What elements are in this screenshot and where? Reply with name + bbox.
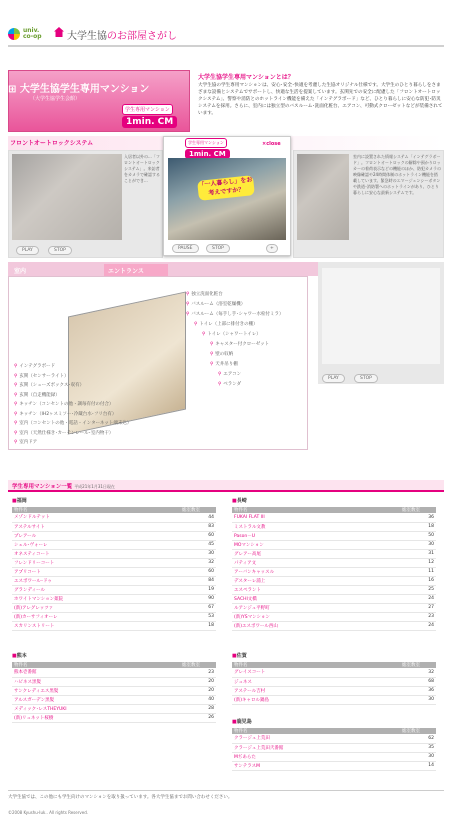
unit-count: 83 [180,522,216,531]
intro-text: 大学生協の学生専用マンションは、安心･安全･快適を考慮した生協オリジナル仕様です。大学生のひとり暮らしをさまざまな設備とシステムでサポートし、快適な生活を提案しています。玄関先での安全に配慮した「フロントオートロックシステム」、警察や消防とのホットライン機能を備えた「インテグラボード」など、ひとり暮らしに安心な防犯･防災システムを採用。さらに、室内には独立型のバスルーム･洗面化粧台、エアコン、可動式クローゼットなどが装備されています。 [198,83,443,116]
col-name-header: 物件名 [232,662,400,668]
magnifier-icon: ⚲ [202,332,206,337]
popup-cm-badge [185,138,230,159]
table-row [232,734,436,743]
intercom-photo [297,154,349,240]
site-title: 大学生協のお部屋さがし [67,31,177,42]
feature-item[interactable]: ⚲ バスルーム（浴室乾燥機） [186,302,246,307]
property-link[interactable]: MOマンション [232,540,400,549]
unit-count: 24 [400,621,436,630]
property-link[interactable]: エスポワール･ドゥ [12,576,180,585]
photo-placeholder [322,268,440,364]
footer-note: 大学生協では、この他にも学生向けのマンションを取り扱っています。各大学生協までお問い合わせください。 [8,790,444,804]
table-row [12,522,216,531]
coop-logo[interactable] [8,28,42,40]
property-link[interactable]: (新)カーサフィオーレ [12,612,180,621]
magnifier-icon: ⚲ [210,342,214,347]
table-row [232,594,436,603]
security-right-text: 室内に設置された情報システム「インテグラボード」。フロントオートロックの解除や預かりロッカーの着荷表示などの機能のほか、防犯カメラの映像確認や24時間体制のホットライン機能を搭載しています。緊急時のエマージェンシーボタンや鉄道･消防署へのホットラインがあり、ひとり暮らしに安心な最新システムです。 [353,154,441,195]
entrance-photo [12,154,122,240]
feature-item[interactable]: ⚲ 独立洗面化粧台 [186,292,223,297]
magnifier-icon: ⚲ [194,322,198,327]
unit-count: 67 [180,603,216,612]
logo-text-univ: univ. [23,27,40,34]
play-button[interactable]: PLAY [16,246,39,255]
table-row [12,540,216,549]
unit-count: 45 [180,540,216,549]
right-feature-list [186,290,283,390]
table-row [12,686,216,695]
feature-item[interactable]: ⚲ 室内ドア [14,440,38,445]
coop-logo-icon [8,28,20,40]
table-row [232,668,436,677]
property-link[interactable]: Mぢあらた [232,752,400,761]
table-row [12,677,216,686]
property-link[interactable]: ジュネス [232,677,400,686]
table-fukuoka [12,507,216,631]
stop-button[interactable]: STOP [48,246,72,255]
feature-item[interactable]: ⚲ 玄関（シューズボックス･収有） [14,383,85,388]
magnifier-icon: ⚲ [210,362,214,367]
region-marker-icon: ■ [232,498,237,504]
property-link[interactable]: グランディール [12,585,180,594]
property-link[interactable]: シェル･ヴォーレ [12,540,180,549]
unit-count: 36 [400,513,436,522]
unit-count: 84 [180,576,216,585]
table-row [12,603,216,612]
magnifier-icon: ⚲ [186,312,190,317]
unit-count: 60 [180,567,216,576]
col-units-header: 総室数室 [180,507,216,513]
table-row [12,621,216,630]
table-row [12,513,216,522]
property-link[interactable]: パティア文 [232,558,400,567]
property-link[interactable]: SACHI文橋 [232,594,400,603]
feature-item[interactable]: ⚲ ベランダ [218,382,242,387]
table-row [12,585,216,594]
popup-close-button[interactable]: ×close [262,141,281,147]
unit-count: 24 [400,594,436,603]
cm-badge-main: 1min. CM [122,116,177,128]
house-icon [54,27,64,37]
logo-text-coop: co-op [23,33,42,40]
table-row [232,695,436,704]
feature-item[interactable]: ⚲ 玄関（自走機能録） [14,392,60,398]
table-row [232,513,436,522]
property-link[interactable]: アーバンキャッスル [232,567,400,576]
table-row [12,594,216,603]
region-nagasaki: ■長崎 [232,498,247,504]
left-feature-list [14,362,131,448]
col-name-header: 物件名 [12,662,180,668]
col-units-header: 総室数室 [180,662,216,668]
property-link[interactable]: クラージュ上荒田 [232,734,400,743]
unit-count: 30 [180,549,216,558]
security-label: フロントオートロックシステム [10,140,94,147]
table-row [232,567,436,576]
unit-count: 68 [400,677,436,686]
unit-count: 44 [180,513,216,522]
table-row [232,621,436,630]
property-link[interactable]: (新)アレグレッツァ [12,603,180,612]
magnifier-icon: ⚲ [218,382,222,387]
tab-entrance[interactable]: エントランス [104,264,168,277]
right-play-button[interactable]: PLAY [322,374,345,383]
magnifier-icon: ⚲ [14,430,18,436]
region-fukuoka: ■福岡 [12,498,27,504]
table-row [12,531,216,540]
property-link[interactable]: アプリコート [12,567,180,576]
region-marker-icon: ■ [12,498,17,504]
table-row [12,713,216,722]
unit-count: 40 [180,695,216,704]
property-link[interactable]: 熊本壱番館 [12,668,180,677]
magnifier-icon: ⚲ [14,373,18,379]
unit-count: 12 [400,558,436,567]
unit-count: 26 [180,713,216,722]
hero-title: ⊞ 大学生協学生専用マンション [8,84,150,95]
pause-button[interactable]: PAUSE [172,244,199,253]
property-link[interactable]: アルスガーデン黒髪 [12,695,180,704]
unit-count: 28 [180,704,216,713]
feature-item[interactable]: ⚲ 天井吊り棚 [210,362,238,367]
feature-item[interactable]: ⚲ トイレ（上部に排付きの棚） [194,322,258,327]
magnifier-icon: ⚲ [14,440,18,445]
unit-count: 30 [400,695,436,704]
unit-count: 31 [400,549,436,558]
property-link[interactable]: ミストラル文教 [232,522,400,531]
table-row [232,743,436,752]
property-link[interactable]: フレンドリーコート [12,558,180,567]
table-row [232,761,436,770]
unit-count: 30 [400,752,436,761]
property-link[interactable]: エスペラント [232,585,400,594]
unit-count: 23 [400,612,436,621]
table-row [12,668,216,677]
unit-count: 11 [400,567,436,576]
popup-next-button[interactable]: + [266,244,278,253]
feature-item[interactable]: ⚲ バスルーム（毎手し手･シャワー水栓付ミラ） [186,312,284,317]
magnifier-icon: ⚲ [14,392,18,398]
unit-count: 19 [180,585,216,594]
video-caption-bubble: 「一人暮らし」をお考えですか？ [197,175,255,201]
table-row [232,603,436,612]
property-link[interactable]: ホワイトマンション薬院 [12,594,180,603]
table-kagoshima [232,728,436,771]
unit-count: 23 [180,668,216,677]
unit-count: 16 [400,576,436,585]
magnifier-icon: ⚲ [210,352,214,357]
col-name-header: 物件名 [232,728,400,734]
unit-count: 60 [180,531,216,540]
col-name-header: 物件名 [12,507,180,513]
cm-button[interactable] [122,104,192,130]
unit-count: 20 [180,686,216,695]
popup-cm-main: 1min. CM [185,149,230,159]
security-left-text: 入居者以外の...「フロントオートロックシステム」。来訪者をカメラで確認することができ... [124,154,160,183]
table-kumamoto [12,662,216,723]
feature-item[interactable]: ⚲ インテグラボード [14,364,56,369]
property-link[interactable]: サンクレディエス黒髪 [12,686,180,695]
unit-count: 35 [400,743,436,752]
magnifier-icon: ⚲ [14,411,18,417]
region-kagoshima: ■鹿児島 [232,719,252,725]
property-link[interactable]: アステルサイト [12,522,180,531]
col-units-header: 総室数室 [400,728,436,734]
property-link[interactable]: FUKAI FLAT III [232,513,400,522]
feature-item[interactable]: ⚲ 壁の収納 [210,352,234,357]
table-row [232,549,436,558]
unit-count: 62 [400,734,436,743]
property-link[interactable]: オネスティコート [12,549,180,558]
feature-item[interactable]: ⚲ 室内（天然仕様き･カーテンレール･室内物干） [14,430,114,436]
feature-item[interactable]: ⚲ 室内（コンセントの他・電話・インターネット端末込） [14,421,132,426]
unit-count: 20 [180,677,216,686]
building-icon: ⊞ [8,84,17,95]
list-title: 学生専用マンション一覧 平成21年1月31日現在 [12,484,115,490]
feature-item[interactable]: ⚲ キッチン（コンセントの他・調毎有付の付合） [14,402,114,407]
table-nagasaki [232,507,436,631]
property-link[interactable]: (新)YSマンション [232,612,400,621]
table-row [12,695,216,704]
property-link[interactable]: グレイスコート [232,668,400,677]
table-row [232,752,436,761]
unit-count: 50 [400,531,436,540]
property-link[interactable]: ハピネス黒髪 [12,677,180,686]
property-link[interactable]: Pason－U [232,531,400,540]
property-link[interactable]: デスターレ浦上 [232,576,400,585]
magnifier-icon: ⚲ [186,292,190,297]
feature-item[interactable]: ⚲ キッチン（IH2ヶスミソー･冷蔵台水･フリ台有） [14,411,117,417]
table-row [12,704,216,713]
property-link[interactable]: サンテラスM [232,761,400,770]
table-row [232,677,436,686]
intro-heading: 大学生協学生専用マンションとは？ [198,74,294,81]
property-link[interactable]: (新)リュネット桜樹 [12,713,180,722]
table-row [232,585,436,594]
feature-item[interactable]: ⚲ トイレ（シャワートイレ） [202,332,261,337]
table-row [12,558,216,567]
col-units-header: 総室数室 [400,662,436,668]
property-link[interactable]: (新)キャロル鍋島 [232,695,400,704]
magnifier-icon: ⚲ [186,302,190,307]
table-row [232,686,436,695]
table-row [12,612,216,621]
popup-stop-button[interactable]: STOP [206,244,230,253]
region-saga: ■佐賀 [232,653,247,659]
unit-count: 90 [180,594,216,603]
unit-count: 53 [180,612,216,621]
table-row [12,549,216,558]
region-marker-icon: ■ [232,653,237,659]
feature-item[interactable]: ⚲ エアコン [218,372,242,377]
table-row [232,540,436,549]
table-saga [232,662,436,705]
magnifier-icon: ⚲ [14,364,18,369]
property-link[interactable]: プレアール [12,531,180,540]
property-link[interactable]: メゾンドルテット [12,513,180,522]
region-kumamoto: ■熊本 [12,653,27,659]
unit-count: 18 [400,522,436,531]
property-link[interactable]: グレアー高尾 [232,549,400,558]
feature-item[interactable]: ⚲ キャスター付クローゼット [210,342,270,347]
unit-count: 32 [180,558,216,567]
unit-count: 30 [400,540,436,549]
right-stop-button[interactable]: STOP [354,374,378,383]
header-divider [8,45,444,47]
magnifier-icon: ⚲ [14,402,18,407]
feature-item[interactable]: ⚲ 玄関（センサーライト） [14,373,69,379]
table-row [232,531,436,540]
magnifier-icon: ⚲ [218,372,222,377]
copyright: ©2008 Kyushu-Iuk.. All rights Reserved. [8,810,89,815]
property-link[interactable]: クラージュ上荒田弐番館 [232,743,400,752]
table-row [12,576,216,585]
property-link[interactable]: ルアンジュ平野町 [232,603,400,612]
property-link[interactable]: スカリンストリート [12,621,180,630]
region-marker-icon: ■ [232,719,237,725]
table-row [232,522,436,531]
unit-count: 18 [180,621,216,630]
table-row [232,576,436,585]
table-row [232,558,436,567]
magnifier-icon: ⚲ [14,383,18,388]
col-name-header: 物件名 [232,507,400,513]
unit-count: 36 [400,686,436,695]
tab-room[interactable]: 室内 [14,268,27,275]
popup-cm-label: 学生専用マンション [185,138,227,148]
hero-subtitle: （大学生協学生会館） [30,96,81,102]
region-marker-icon: ■ [12,653,17,659]
video-frame [168,158,286,240]
table-row [12,567,216,576]
unit-count: 14 [400,761,436,770]
table-row [232,612,436,621]
property-link[interactable]: メディック･レスTHEYUKI [12,704,180,713]
property-link[interactable]: (新)エスポワール西山 [232,621,400,630]
unit-count: 32 [400,668,436,677]
col-units-header: 総室数室 [400,507,436,513]
property-link[interactable]: アステール吉村 [232,686,400,695]
unit-count: 25 [400,585,436,594]
cm-badge-label: 学生専用マンション [122,104,173,115]
magnifier-icon: ⚲ [14,421,18,426]
unit-count: 27 [400,603,436,612]
